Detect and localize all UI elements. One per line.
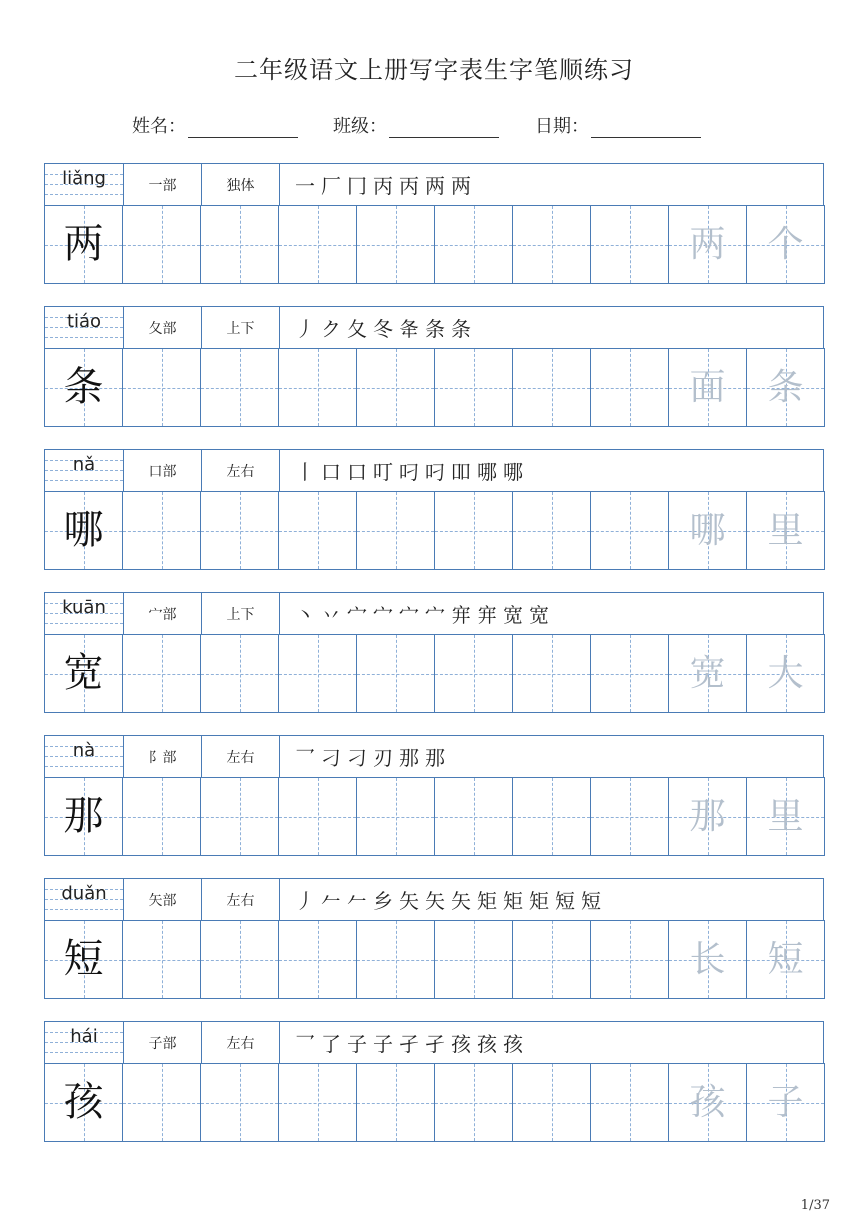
- practice-block: [44, 592, 824, 712]
- writing-cell[interactable]: [512, 1063, 591, 1142]
- pinyin: nǎ: [72, 454, 96, 475]
- writing-cell: [746, 348, 825, 427]
- writing-cell[interactable]: [278, 1063, 357, 1142]
- writing-cell[interactable]: [122, 634, 201, 713]
- word-char-2: 里: [767, 510, 804, 551]
- char-header: [44, 163, 824, 206]
- char-header: [44, 449, 824, 492]
- pinyin-cell: [45, 450, 124, 491]
- writing-cell[interactable]: [278, 634, 357, 713]
- pinyin-guide-line: [45, 909, 123, 910]
- writing-cell[interactable]: [512, 920, 591, 999]
- radical: 口部: [124, 450, 202, 491]
- structure: 独体: [202, 164, 280, 205]
- radical: 宀部: [124, 593, 202, 634]
- writing-cell[interactable]: [512, 205, 591, 284]
- writing-grid: [44, 491, 824, 569]
- word-char-1: 长: [689, 939, 726, 980]
- pinyin: duǎn: [61, 883, 107, 904]
- writing-cell[interactable]: [200, 205, 279, 284]
- writing-cell[interactable]: [434, 491, 513, 570]
- stroke-order: 乛了子子孑孑孩孩孩: [295, 1032, 529, 1056]
- word-char-1: 面: [689, 367, 726, 408]
- char-header: [44, 878, 824, 921]
- writing-cell: [44, 634, 123, 713]
- writing-grid: [44, 777, 824, 855]
- writing-cell: [746, 491, 825, 570]
- name-field[interactable]: [132, 112, 298, 138]
- practice-char: 那: [63, 793, 104, 839]
- writing-cell[interactable]: [434, 777, 513, 856]
- writing-cell[interactable]: [200, 491, 279, 570]
- practice-char: 宽: [63, 650, 104, 696]
- stroke-order: 丶丷宀宀宀宀宑宑宽宽: [295, 603, 555, 627]
- pinyin-guide-line: [45, 766, 123, 767]
- writing-cell[interactable]: [356, 205, 435, 284]
- writing-cell: [668, 634, 747, 713]
- writing-cell: [746, 1063, 825, 1142]
- word-char-2: 条: [767, 367, 804, 408]
- writing-cell[interactable]: [512, 348, 591, 427]
- class-label: 班级：: [333, 116, 387, 137]
- date-blank[interactable]: [591, 119, 701, 138]
- writing-cell[interactable]: [200, 634, 279, 713]
- writing-cell[interactable]: [590, 920, 669, 999]
- practice-block: [44, 735, 824, 855]
- writing-cell: [668, 920, 747, 999]
- structure: 上下: [202, 593, 280, 634]
- writing-cell[interactable]: [590, 205, 669, 284]
- writing-cell: [746, 920, 825, 999]
- writing-cell[interactable]: [200, 777, 279, 856]
- practice-block: [44, 1021, 824, 1141]
- writing-cell[interactable]: [434, 348, 513, 427]
- pinyin: kuān: [62, 597, 106, 618]
- writing-cell: [44, 205, 123, 284]
- word-char-1: 宽: [689, 653, 726, 694]
- writing-cell: [746, 205, 825, 284]
- pinyin-guide-line: [45, 194, 123, 195]
- writing-cell[interactable]: [434, 1063, 513, 1142]
- pinyin-guide-line: [45, 623, 123, 624]
- pinyin-cell: [45, 1022, 124, 1063]
- writing-cell[interactable]: [122, 1063, 201, 1142]
- stroke-order: 丿𠂉𠂉乡矢矢矢矩矩矩短短: [295, 889, 607, 913]
- pinyin-cell: [45, 307, 124, 348]
- writing-grid: [44, 634, 824, 712]
- writing-cell[interactable]: [278, 205, 357, 284]
- word-char-2: 大: [767, 653, 804, 694]
- writing-cell[interactable]: [512, 777, 591, 856]
- stroke-order: 一厂冂丙丙两两: [295, 174, 477, 198]
- writing-cell[interactable]: [512, 491, 591, 570]
- structure: 左右: [202, 1022, 280, 1063]
- writing-cell[interactable]: [356, 348, 435, 427]
- name-blank[interactable]: [188, 119, 298, 138]
- pinyin: nà: [72, 740, 96, 761]
- writing-cell: [44, 491, 123, 570]
- practice-char: 两: [63, 221, 104, 267]
- word-char-1: 那: [689, 796, 726, 837]
- practice-char: 哪: [63, 507, 104, 553]
- writing-cell[interactable]: [512, 634, 591, 713]
- pinyin-cell: [45, 736, 124, 777]
- writing-cell[interactable]: [200, 1063, 279, 1142]
- writing-cell: [44, 1063, 123, 1142]
- practice-block: [44, 163, 824, 283]
- writing-cell: [746, 634, 825, 713]
- writing-cell[interactable]: [122, 777, 201, 856]
- writing-cell[interactable]: [590, 491, 669, 570]
- writing-cell[interactable]: [278, 348, 357, 427]
- writing-cell[interactable]: [356, 1063, 435, 1142]
- radical: 一部: [124, 164, 202, 205]
- date-field[interactable]: [535, 112, 701, 138]
- pinyin: hái: [70, 1026, 98, 1047]
- writing-cell[interactable]: [278, 920, 357, 999]
- pinyin-guide-line: [45, 337, 123, 338]
- writing-cell: [668, 348, 747, 427]
- structure: 左右: [202, 450, 280, 491]
- stroke-order: 丨口口叮叼叼吅哪哪: [295, 460, 529, 484]
- writing-cell: [44, 920, 123, 999]
- pinyin: tiáo: [66, 311, 102, 332]
- writing-cell[interactable]: [434, 920, 513, 999]
- stroke-order: 乛刁刁刃那那: [295, 746, 451, 770]
- radical: 夂部: [124, 307, 202, 348]
- stroke-order: 丿ク夂冬夅条条: [295, 317, 477, 341]
- pinyin-guide-line: [45, 480, 123, 481]
- structure: 左右: [202, 736, 280, 777]
- radical: 阝部: [124, 736, 202, 777]
- name-label: 姓名：: [132, 116, 186, 137]
- writing-cell[interactable]: [278, 777, 357, 856]
- practice-block: [44, 306, 824, 426]
- char-header: [44, 735, 824, 778]
- pinyin-cell: [45, 593, 124, 634]
- practice-char: 条: [63, 364, 104, 410]
- writing-cell: [44, 348, 123, 427]
- structure: 左右: [202, 879, 280, 920]
- radical: 子部: [124, 1022, 202, 1063]
- practice-block: [44, 878, 824, 998]
- word-char-1: 两: [689, 224, 726, 265]
- writing-cell[interactable]: [590, 1063, 669, 1142]
- writing-cell[interactable]: [356, 920, 435, 999]
- writing-cell: [746, 777, 825, 856]
- word-char-2: 子: [767, 1082, 804, 1123]
- writing-cell[interactable]: [356, 777, 435, 856]
- writing-cell: [668, 205, 747, 284]
- word-char-1: 孩: [689, 1082, 726, 1123]
- char-header: [44, 306, 824, 349]
- radical: 矢部: [124, 879, 202, 920]
- word-char-2: 短: [767, 939, 804, 980]
- writing-cell: [668, 491, 747, 570]
- writing-grid: [44, 920, 824, 998]
- pinyin: liǎng: [62, 168, 106, 189]
- writing-cell[interactable]: [200, 348, 279, 427]
- page-number: 1/37: [800, 1198, 830, 1213]
- writing-grid: [44, 348, 824, 426]
- char-header: [44, 1021, 824, 1064]
- writing-cell[interactable]: [590, 348, 669, 427]
- writing-grid: [44, 1063, 824, 1141]
- word-char-2: 个: [767, 224, 804, 265]
- writing-cell[interactable]: [122, 491, 201, 570]
- pinyin-guide-line: [45, 1052, 123, 1053]
- pinyin-cell: [45, 164, 124, 205]
- writing-cell: [668, 777, 747, 856]
- date-label: 日期：: [535, 116, 589, 137]
- writing-cell[interactable]: [122, 348, 201, 427]
- practice-char: 短: [63, 936, 104, 982]
- char-header: [44, 592, 824, 635]
- page-title: 二年级语文上册写字表生字笔顺练习: [234, 56, 634, 84]
- writing-cell[interactable]: [434, 205, 513, 284]
- structure: 上下: [202, 307, 280, 348]
- practice-char: 孩: [63, 1079, 104, 1125]
- class-blank[interactable]: [389, 119, 499, 138]
- pinyin-cell: [45, 879, 124, 920]
- writing-cell[interactable]: [122, 920, 201, 999]
- writing-cell[interactable]: [200, 920, 279, 999]
- writing-cell[interactable]: [590, 777, 669, 856]
- word-char-1: 哪: [689, 510, 726, 551]
- writing-cell[interactable]: [356, 634, 435, 713]
- writing-cell[interactable]: [590, 634, 669, 713]
- word-char-2: 里: [767, 796, 804, 837]
- writing-cell[interactable]: [122, 205, 201, 284]
- writing-cell[interactable]: [278, 491, 357, 570]
- practice-block: [44, 449, 824, 569]
- writing-cell: [44, 777, 123, 856]
- writing-cell[interactable]: [356, 491, 435, 570]
- writing-grid: [44, 205, 824, 283]
- class-field[interactable]: [333, 112, 499, 138]
- writing-cell: [668, 1063, 747, 1142]
- writing-cell[interactable]: [434, 634, 513, 713]
